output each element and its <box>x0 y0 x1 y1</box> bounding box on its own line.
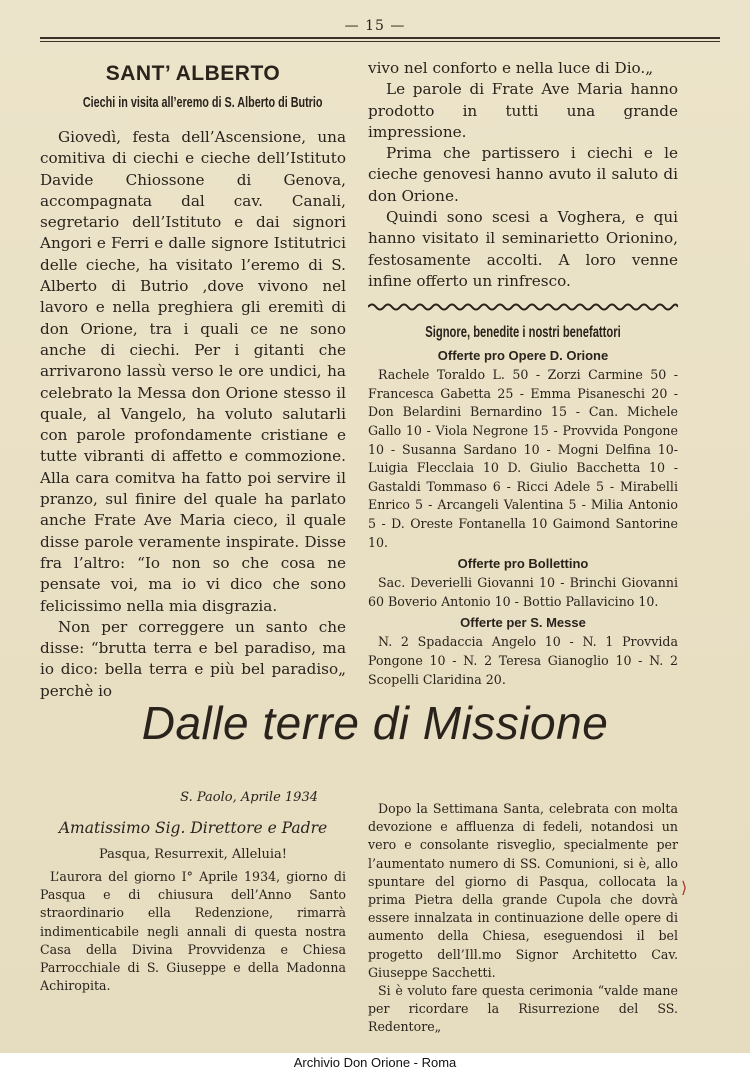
article-body <box>40 127 346 702</box>
section-heading: Offerte per S. Messe <box>460 615 586 631</box>
letter-greeting: Pasqua, Resurrexit, Alleluia! <box>99 847 287 862</box>
paragraph: Quindi sono scesi a Voghera, e qui hanno visitato il seminarietto Orionino, festosamente accolti. A loro venne infine offerto un rinfresco. <box>368 208 678 290</box>
paragraph: Le parole di Frate Ave Maria hanno prodotto in tutti una grande impressione. <box>368 80 678 141</box>
right-column-bottom <box>368 800 678 1037</box>
wavy-divider <box>368 302 678 312</box>
section-heading: Offerte pro Bollettino <box>457 556 589 572</box>
header-rule-thin <box>40 41 720 42</box>
margin-annotation-mark: ⟩ <box>681 878 688 897</box>
left-column-top <box>40 58 346 702</box>
header-rule <box>40 37 720 39</box>
section-text: Rachele Toraldo L. 50 - Zorzi Carmine 50 - Francesca Gabetta 25 - Emma Pisaneschi 20 - Don Belardini Bernardino 15 - Can. Michele Gallo 10 - Viola Negrone 15 - Provvida Pongone 10 - Susanna Sardano 10 - Mogni Delfina 10- Luigia Flecclaia 10 D. Giulio Bacchetta 10 - Gastaldi Tommaso 6 - Ricci Adele 5 - Mirabelli Enrico 5 - Arcangeli Valentina 5 - Milia Antonio 5 - D. Oreste Fontanella 10 Gaimond Santorine 10. <box>368 367 678 550</box>
letter-salutation: Amatissimo Sig. Direttore e Padre <box>58 819 328 837</box>
letter-body <box>40 868 346 995</box>
paragraph: Dopo la Settimana Santa, celebrata con molta devozione e affluenza di fedeli, notandosi un vero e consolante risveglio, specialmente per l’aumentato numero di SS. Comunioni, si è, allo spuntare del giorno di Pasqua, collocata la prima Pietra della grande Cupola che dovrà essere innalzata in continuazione delle opere di aumento della Chiesa, eseguendosi il bel progetto dell’Ill.mo Signor Architetto Cav. Giuseppe Sacchetti. <box>368 801 678 980</box>
section-heading: Offerte pro Opere D. Orione <box>437 348 609 364</box>
mission-heading: Dalle terre di Missione <box>141 697 609 749</box>
page-number: — 15 — <box>344 18 406 34</box>
article-title: SANT’ ALBERTO <box>105 62 281 85</box>
offerings-list <box>368 348 678 689</box>
article-continuation <box>368 58 678 292</box>
archive-footer: Archivio Don Orione - Roma <box>0 1053 750 1072</box>
section-text: N. 2 Spadaccia Angelo 10 - N. 1 Provvida Pongone 10 - N. 2 Teresa Gianoglio 10 - N. 2 Scopelli Claridina 20. <box>368 634 678 687</box>
left-column-bottom <box>40 786 346 995</box>
letter-continuation <box>368 800 678 1037</box>
article-subtitle: Ciechi in visita all’eremo di S. Alberto di Butrio <box>82 94 323 111</box>
benefactors-title: Signore, benedite i nostri benefattori <box>425 324 621 342</box>
letter-dateline: S. Paolo, Aprile 1934 <box>180 790 318 805</box>
paragraph: Non per correggere un santo che disse: “brutta terra e bel paradiso, ma io dico: bella terra e più bel paradiso„ perchè io <box>40 617 346 700</box>
paragraph: Giovedì, festa dell’Ascensione, una comitiva di ciechi e cieche dell’Istituto Davide Chiossone di Genova, accompagnata dal cav. Canali, segretario dell’Istituto e dai signori Angori e Ferri e dalle signore Istitutrici delle cieche, ha visitato l’eremo di S. Alberto di Butrio ,dove vivono nel lavoro e nella preghiera gli eremitì di don Orione, tra i quali ce ne sono anche di ciechi. Per i gitanti che arrivarono lassù verso le ore undici, ha celebrato la Messa don Orione stesso il quale, al Vangelo, ha voluto salutarli con parole profondamente cristiane e tutte vibranti di affetto e commozione. Alla cara comitva ha fatto poi servire il pranzo, sul finire del quale ha parlato anche Frate Ave Maria cieco, il quale disse parole veramente inspirate. Disse fra l’altro: “Io non so che cosa ne pensate voi, ma io vi dico che sono felicissimo nella mia disgrazia. <box>40 128 346 615</box>
paragraph: vivo nel conforto e nella luce di Dio.„ <box>368 59 654 77</box>
paragraph: Prima che partissero i ciechi e le cieche genovesi hanno avuto il saluto di don Orione. <box>368 144 678 205</box>
paragraph: L’aurora del giorno I° Aprile 1934, giorno di Pasqua e di chiusura dell’Anno Santo straordinario ella Redenzione, rimarrà indimenticabile negli annali di questa nostra Casa della Divina Provvidenza e Chiesa Parrocchiale di S. Giuseppe e della Madonna Achiropita. <box>40 869 346 994</box>
paragraph: Si è voluto fare questa cerimonia “valde mane per ricordare la Risurrezione del SS. Redentore„ <box>368 983 678 1035</box>
right-column-top <box>368 58 678 689</box>
section-text: Sac. Deverielli Giovanni 10 - Brinchi Giovanni 60 Boverio Antonio 10 - Bottio Pallavicino 10. <box>368 575 678 609</box>
